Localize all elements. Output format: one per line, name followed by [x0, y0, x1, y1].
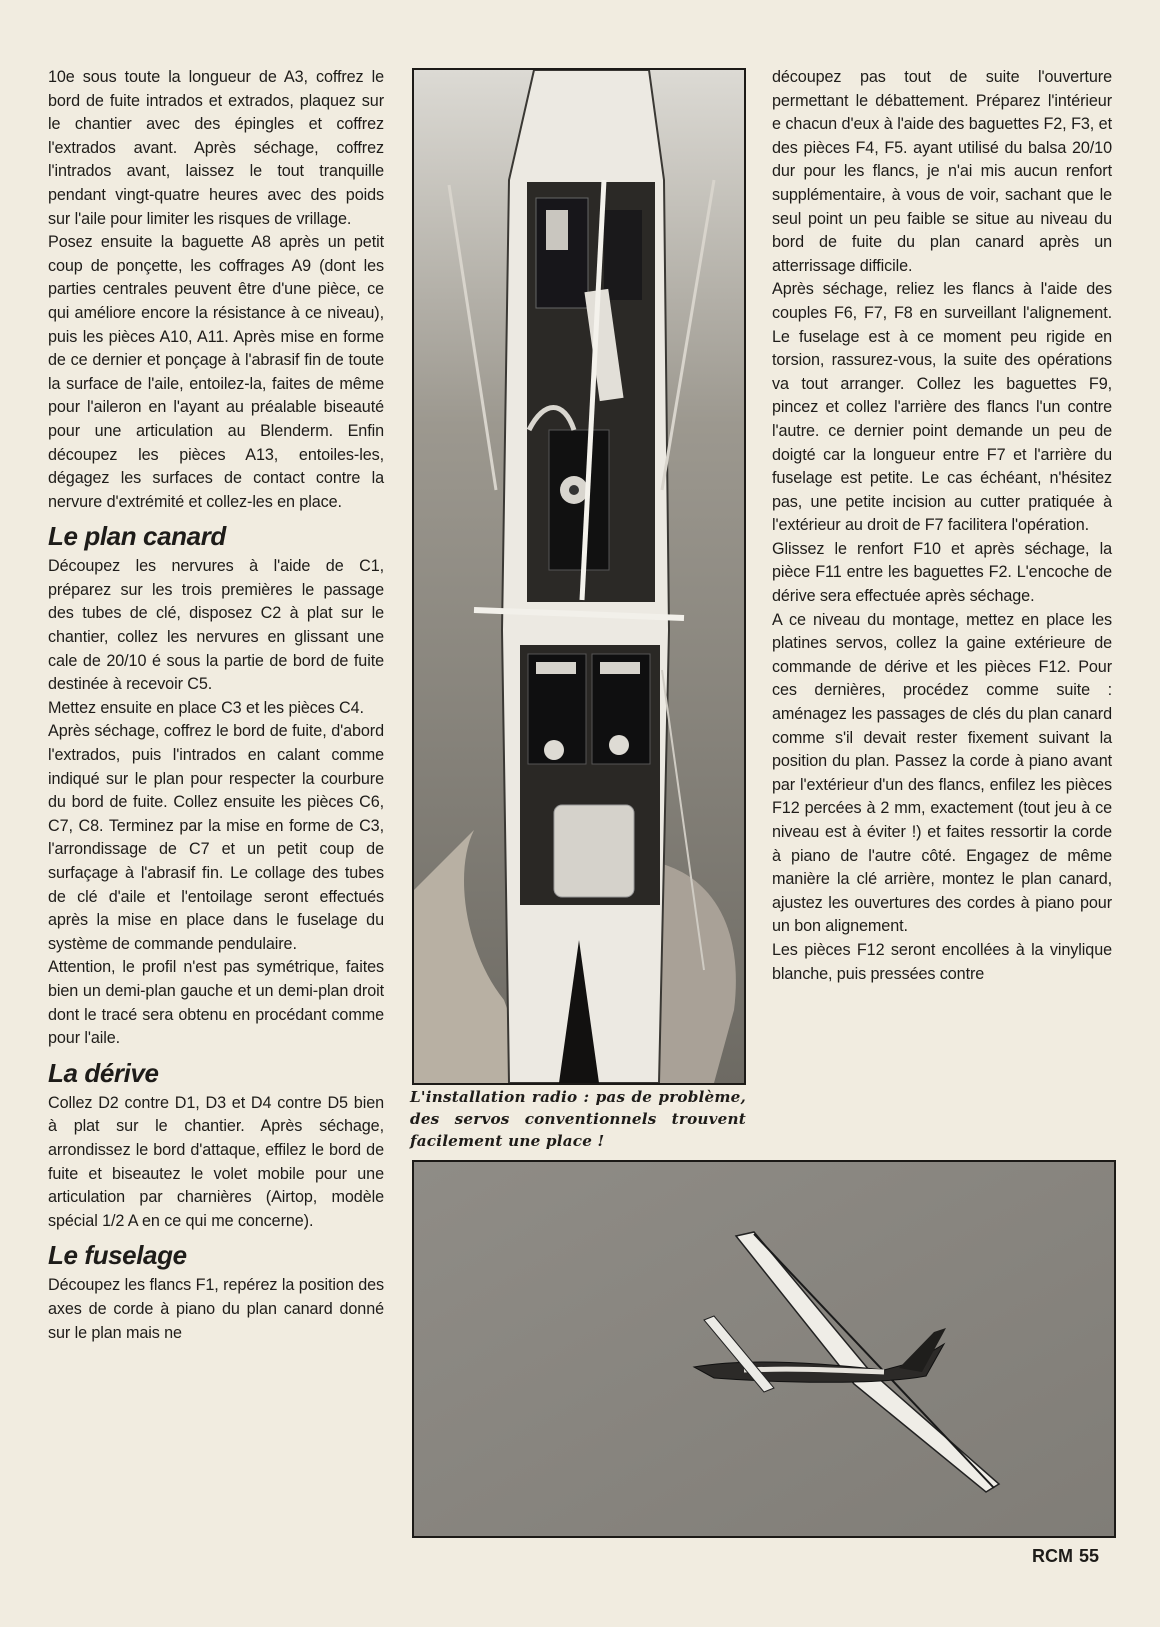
section-heading-derive: La dérive: [48, 1057, 159, 1088]
section-heading-canard: Le plan canard: [48, 521, 226, 552]
glider-flight-photo: [412, 1160, 1116, 1538]
photo-caption: L'installation radio : pas de problème, des servos conventionnels trouvent facilement une place !: [410, 1088, 746, 1150]
glider-illustration: [414, 1162, 1114, 1536]
page-number: 55: [1079, 1546, 1100, 1566]
body-paragraph: Après séchage, coffrez le bord de fuite, d'abord l'extrados, puis l'intrados en calant comme indiqué sur le plan pour respecter la courbure du bord de fuite. Collez ensuite les pièces C6, C7, C8. Terminez par la mise en forme de C3, l'arrondissage de C7 et un petit coup de surfaçage à l'abrasif fin. Le collage des tubes de clé d'aile et l'entoilage seront effectués après la mise en place dans le fuselage du système de commande pendulaire.: [48, 722, 384, 953]
body-paragraph: découpez pas tout de suite l'ouverture permettant le débattement. Préparez l'intérieur e chacun d'eux à l'aide des baguettes F2, F3, et des pièces F4, F5. ayant utilisé du balsa 20/10 dur pour les flancs, je n'ai mis aucun renfort supplémentaire, à vous de voir, sachant que le seul point un peu faible se situe au niveau du bord de fuite du plan canard après un atterrissage difficile.: [772, 68, 1112, 275]
body-paragraph: Glissez le renfort F10 et après séchage, la pièce F11 entre les baguettes F2. L'encoche de dérive sera effectuée après séchage.: [772, 539, 1112, 606]
radio-installation-photo: [412, 68, 746, 1085]
page-footer: [1032, 1546, 1099, 1567]
body-paragraph: Collez D2 contre D1, D3 et D4 contre D5 bien à plat sur le chantier. Après séchage, arrondissez le bord d'attaque, effilez le bord de fuite et biseautez le volet mobile pour une articulation par charnières (Airtop, modèle spécial 1/2 A en ce qui me concerne).: [48, 1093, 384, 1230]
body-paragraph: Posez ensuite la baguette A8 après un petit coup de ponçette, les coffrages A9 (dont les parties centrales peuvent être d'une pièce, ce qui améliore encore la résistance à ce niveau), puis les pièces A10, A11. Après mise en forme de ce dernier et ponçage à l'abrasif fin de toute la surface de l'aile, entoilez-la, faites de même pour l'aileron en l'ayant au préalable biseauté pour une articulation au Blenderm. Enfin découpez les pièces A13, entoiles-les, dégagez les surfaces de contact contre la nervure d'extrémité et collez-les en place.: [48, 233, 384, 511]
body-paragraph: Découpez les nervures à l'aide de C1, préparez sur les trois premières le passage des tubes de clé, disposez C2 à plat sur le chantier, collez les nervures en glissant une cale de 20/10 é sous la partie de bord de fuite destinée à recevoir C5.: [48, 557, 384, 694]
body-paragraph: Les pièces F12 seront encollées à la vinylique blanche, puis pressées contre: [772, 940, 1112, 983]
right-column: [772, 66, 1112, 986]
fuselage-illustration: [414, 70, 744, 1083]
magazine-name: RCM: [1032, 1546, 1073, 1566]
section-heading-fuselage: Le fuselage: [48, 1240, 187, 1271]
left-column: [48, 66, 384, 1345]
body-paragraph: Après séchage, reliez les flancs à l'aide des couples F6, F7, F8 en surveillant l'alignement. Le fuselage est à ce moment peu rigide en torsion, rassurez-vous, la suite des opérations va tout arranger. Collez les baguettes F9, pincez et collez l'arrière des flancs l'un contre l'autre. ce dernier point demande un peu de doigté car la longueur entre F7 et l'arrière du fuselage est petite. Le cas échéant, n'hésitez pas, une petite incision au cutter pratiquée à l'extérieur au droit de F7 facilitera l'opération.: [772, 280, 1112, 535]
body-paragraph: Découpez les flancs F1, repérez la position des axes de corde à piano du plan canard donné sur le plan mais ne: [48, 1276, 384, 1342]
body-paragraph: A ce niveau du montage, mettez en place les platines servos, collez la gaine extérieure de commande de dérive et les pièces F12. Pour ces dernières, procédez comme suite : aménagez les passages de clés du plan canard comme s'il devait rester fixement suivant la position du plan. Passez la corde à piano avant par l'extérieur d'un des flancs, enfilez les pièces F12 percées à 2 mm, exactement (tout jeu à ce niveau est à éviter !) et faites ressortir la corde à piano de l'autre côté. Engagez de même manière la clé arrière, montez le plan canard, ajustez les ouvertures des cordes à piano pour un bon alignement.: [772, 610, 1112, 936]
body-paragraph: Attention, le profil n'est pas symétrique, faites bien un demi-plan gauche et un demi-plan droit dont le tracé sera obtenu en procédant comme pour l'aile.: [48, 958, 384, 1048]
body-paragraph: 10e sous toute la longueur de A3, coffrez le bord de fuite intrados et extrados, plaquez sur le chantier avec des épingles et coffrez l'extrados avant. Après séchage, coffrez l'intrados avant, laissez le tout tranquille pendant vingt-quatre heures avec des poids sur l'aile pour limiter les risques de vrillage.: [48, 68, 384, 228]
body-paragraph: Mettez ensuite en place C3 et les pièces C4.: [48, 698, 364, 717]
